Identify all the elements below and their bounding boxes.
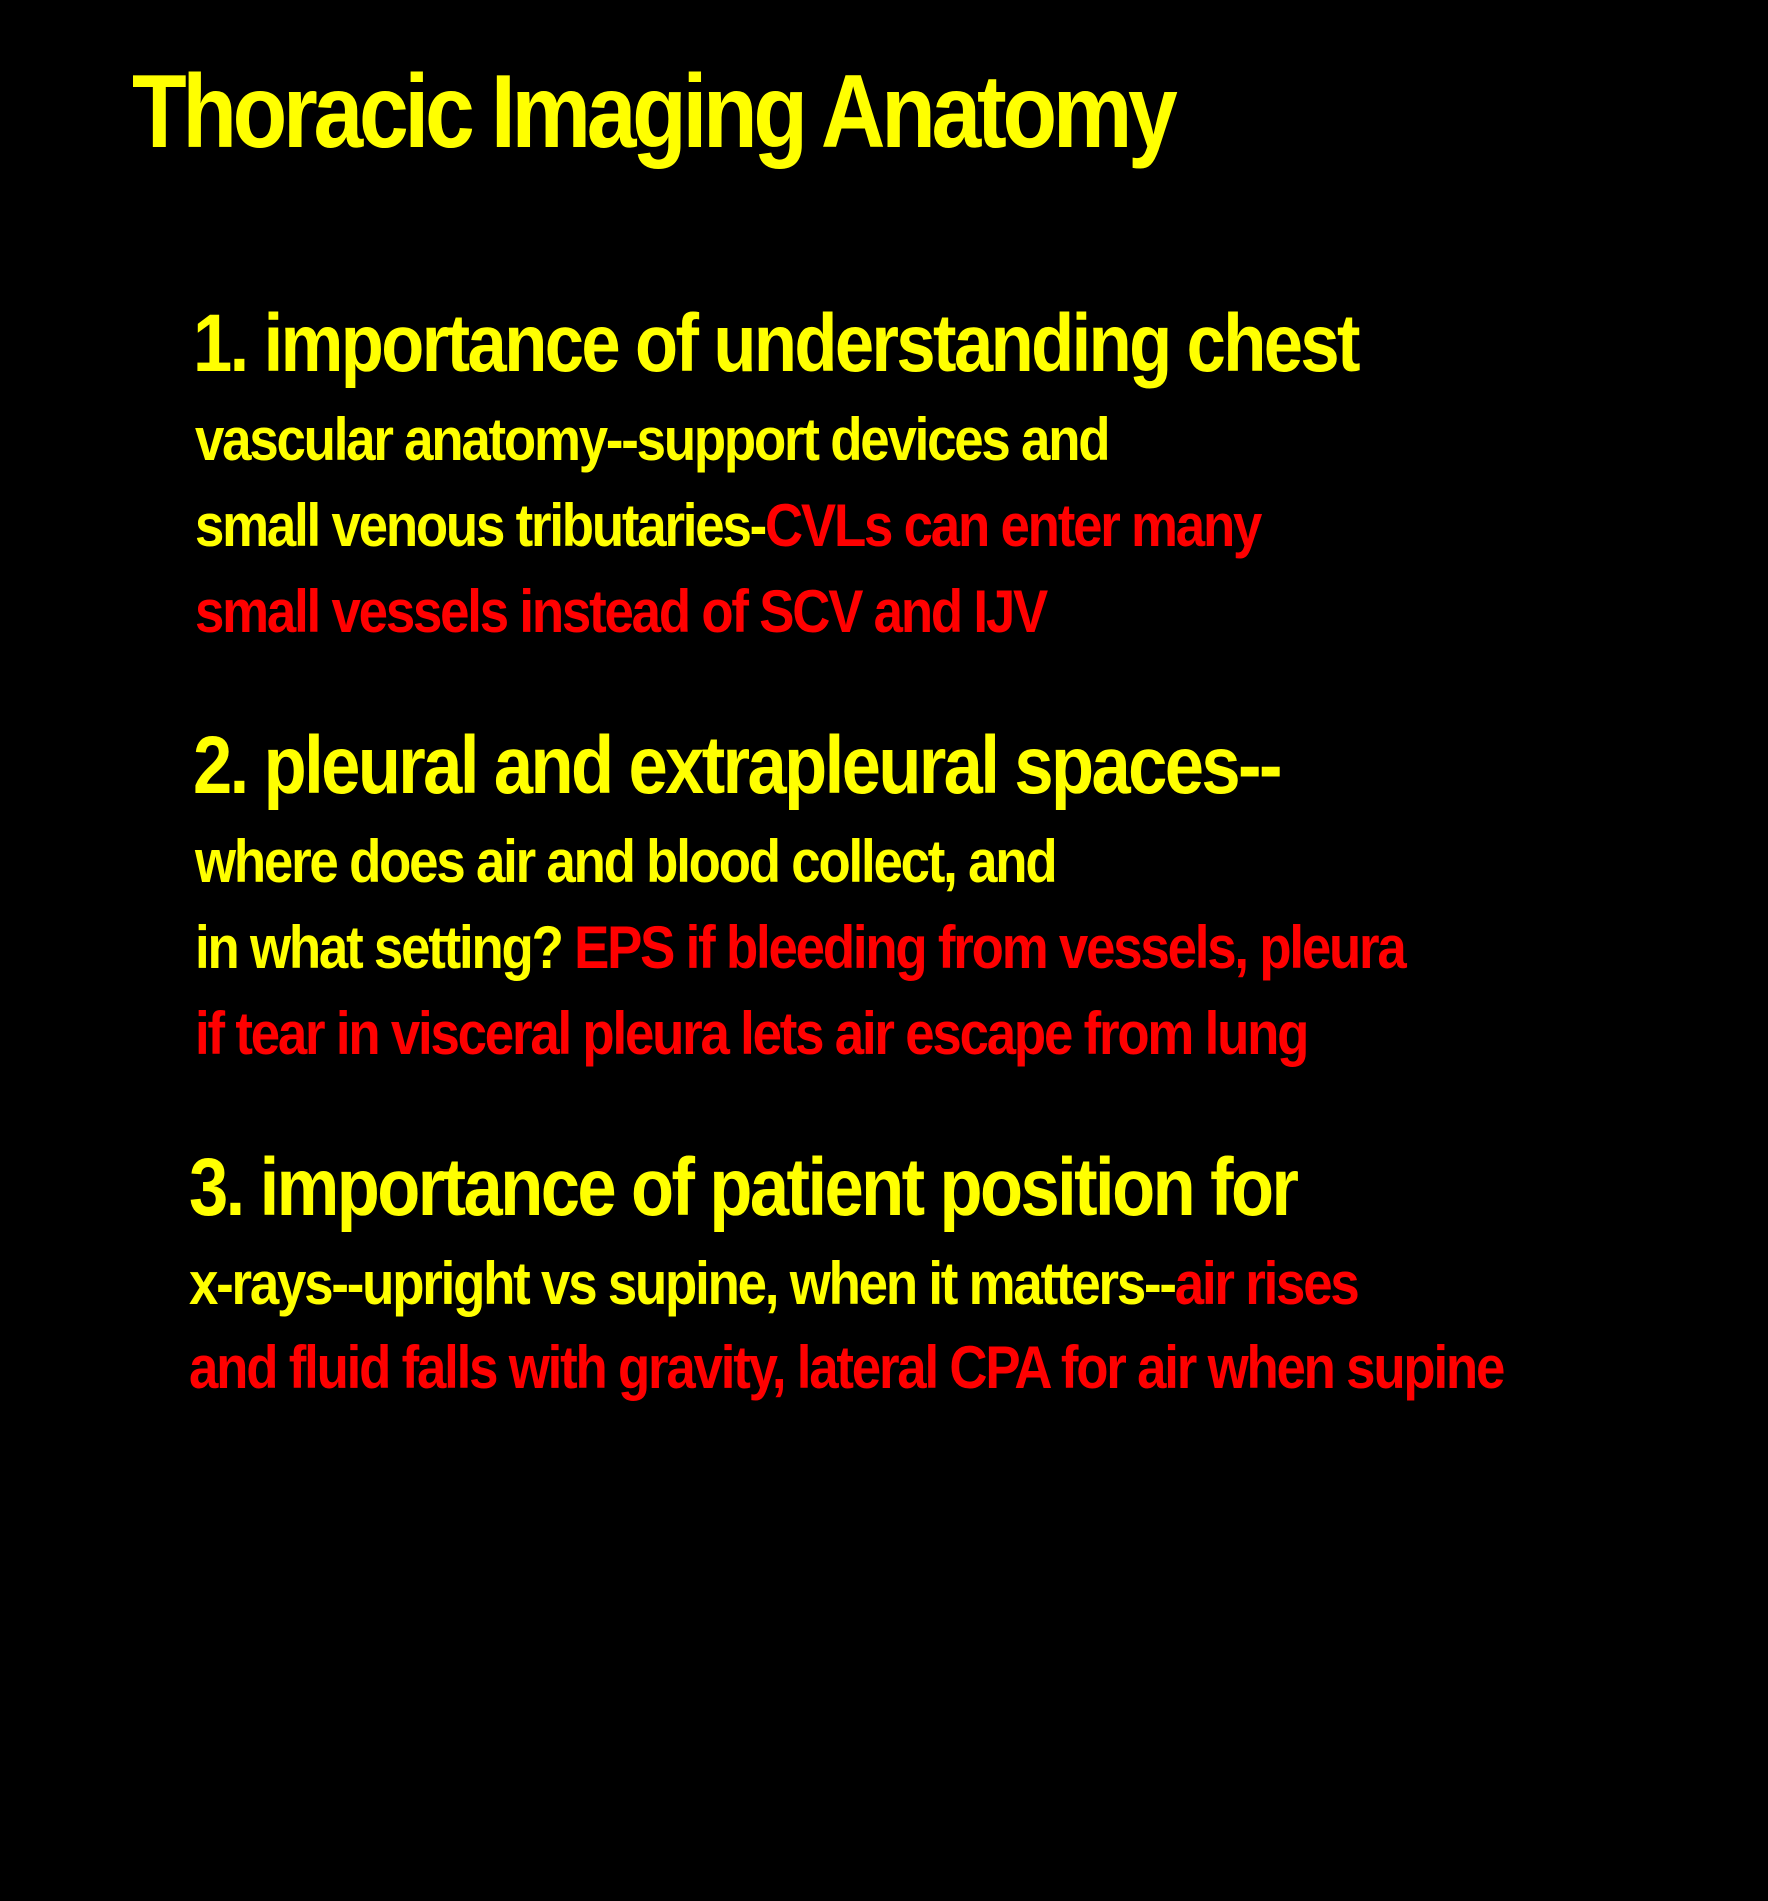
point-1-line-2-yellow: small venous tributaries- (195, 492, 765, 559)
point-2-line-2 (195, 912, 1405, 984)
point-3-line-2: and fluid falls with gravity, lateral CPA for air when supine (189, 1334, 1504, 1401)
point-1-line-1: vascular anatomy--support devices and (195, 406, 1109, 473)
point-2-heading: 2. pleural and extrapleural spaces-- (193, 720, 1280, 811)
point-2-line-2-red: EPS if bleeding from vessels, pleura (574, 914, 1405, 981)
point-3-heading: 3. importance of patient position for (189, 1142, 1297, 1233)
point-1-line-2 (195, 490, 1260, 562)
point-1-line-3: small vessels instead of SCV and IJV (195, 578, 1047, 645)
point-3-line-1-red: air rises (1174, 1250, 1358, 1317)
point-2-line-3: if tear in visceral pleura lets air escape from lung (195, 1000, 1308, 1067)
point-2-line-2-yellow: in what setting? (195, 914, 575, 981)
slide-title: Thoracic Imaging Anatomy (132, 54, 1174, 170)
point-1-heading: 1. importance of understanding chest (193, 298, 1358, 389)
point-3-line-1-yellow: x-rays--upright vs supine, when it matters-- (189, 1250, 1175, 1317)
point-2-line-1: where does air and blood collect, and (195, 828, 1056, 895)
point-3-line-1 (189, 1248, 1358, 1320)
point-1-line-2-red: CVLs can enter many (764, 492, 1261, 559)
